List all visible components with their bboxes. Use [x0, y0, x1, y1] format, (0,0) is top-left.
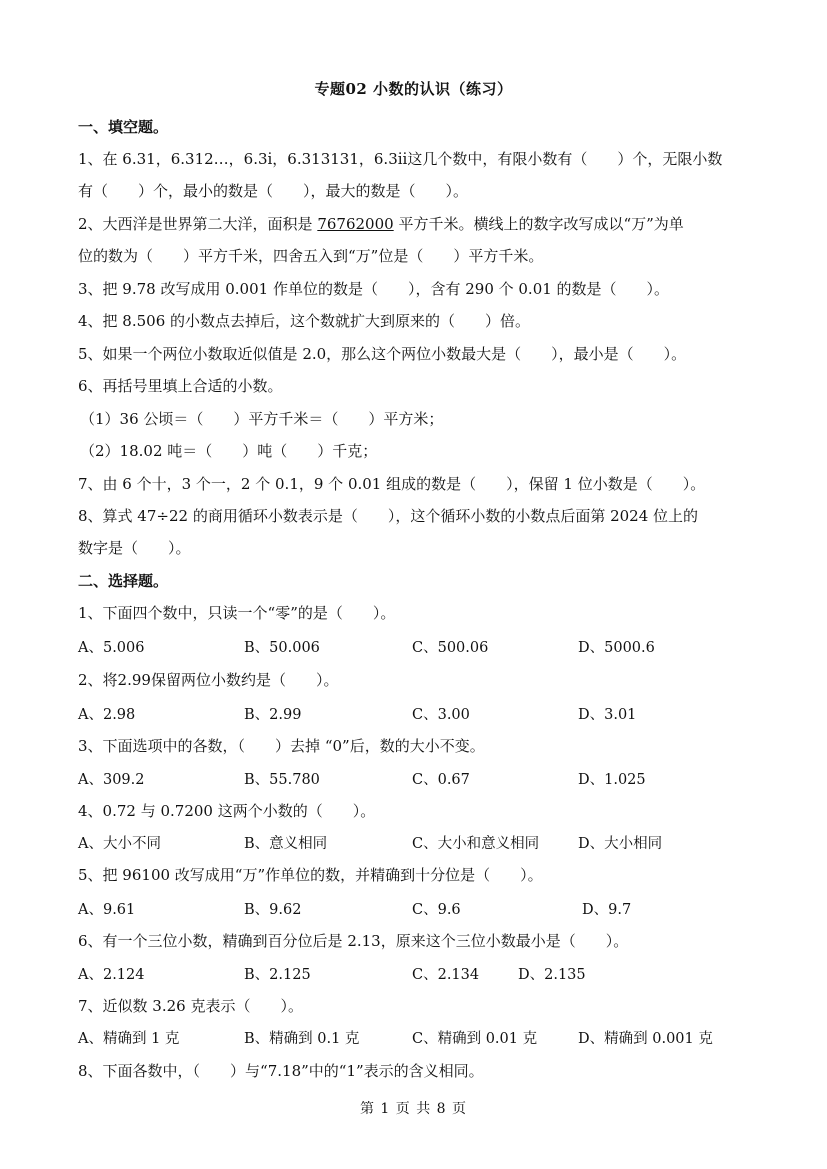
choice-q6-option-d: D、2.135: [518, 967, 586, 983]
fill-q2-line2: 位的数为（ ）平方千米，四舍五入到“万”位是（ ）平方千米。: [78, 247, 544, 265]
fill-q2-underlined-number: 76762000: [317, 215, 394, 233]
choice-q2: 2、将2.99保留两位小数约是（ ）。: [78, 671, 339, 689]
fill-q1-line1: 1、在 6.31，6.312…，6.3i̇，6.313131，6.3i̇i̇这几个数中，有限小数有（ ）个，无限小数: [78, 150, 723, 168]
choice-q6-option-c: C、2.134: [412, 967, 480, 983]
choice-q1-option-d: D、5000.6: [578, 640, 655, 656]
choice-q5-option-c: C、9.6: [412, 902, 461, 918]
choice-q5-option-a: A、9.61: [78, 902, 136, 918]
choice-q7-option-a: A、精确到 1 克: [78, 1031, 180, 1047]
fill-q4: 4、把 8.506 的小数点去掉后，这个数就扩大到原来的（ ）倍。: [78, 312, 531, 330]
choice-q3-option-c: C、0.67: [412, 772, 470, 788]
choice-q4-options: [78, 832, 758, 852]
choice-q5-option-b: B、9.62: [244, 902, 302, 918]
choice-q6-option-a: A、2.124: [78, 967, 145, 983]
section-choice-heading: 二、选择题。: [78, 572, 169, 590]
fill-q2-suffix: 平方千米。横线上的数字改写成以“万”为单: [393, 215, 684, 233]
choice-q7-option-c: C、精确到 0.01 克: [412, 1031, 538, 1047]
fill-q7: 7、由 6 个十，3 个一，2 个 0.1，9 个 0.01 组成的数是（ ），保留 1 位小数是（ ）。: [78, 475, 706, 493]
fill-q6: 6、再括号里填上合适的小数。: [78, 377, 283, 395]
fill-q8-line1: 8、算式 47÷22 的商用循环小数表示是（ ），这个循环小数的小数点后面第 2024 位上的: [78, 507, 699, 525]
choice-q4-option-c: C、大小和意义相同: [412, 836, 540, 852]
choice-q6-option-b: B、2.125: [244, 967, 311, 983]
fill-q5: 5、如果一个两位小数取近似值是 2.0，那么这个两位小数最大是（ ），最小是（ ）。: [78, 345, 687, 363]
choice-q3: 3、下面选项中的各数，（ ）去掉 “0”后，数的大小不变。: [78, 737, 485, 755]
choice-q2-option-d: D、3.01: [578, 707, 637, 723]
fill-q2-line1: [78, 213, 684, 234]
choice-q3-options: [78, 768, 758, 788]
choice-q1: 1、下面四个数中，只读一个“零”的是（ ）。: [78, 604, 396, 622]
choice-q7-option-d: D、精确到 0.001 克: [578, 1031, 713, 1047]
choice-q1-option-c: C、500.06: [412, 640, 489, 656]
choice-q4-option-a: A、大小不同: [78, 836, 161, 852]
choice-q1-option-a: A、5.006: [78, 640, 145, 656]
fill-q2-prefix: 2、大西洋是世界第二大洋，面积是: [78, 215, 318, 233]
fill-q3: 3、把 9.78 改写成用 0.001 作单位的数是（ ），含有 290 个 0.01 的数是（ ）。: [78, 280, 670, 298]
choice-q2-option-c: C、3.00: [412, 707, 470, 723]
choice-q1-options: [78, 636, 758, 656]
choice-q8: 8、下面各数中，（ ）与“7.18”中的“1”表示的含义相同。: [78, 1062, 484, 1080]
fill-q1-line2: 有（ ）个，最小的数是（ ），最大的数是（ ）。: [78, 182, 469, 200]
fill-q6-part1: （1）36 公顷＝（ ）平方千米＝（ ）平方米；: [80, 410, 444, 428]
choice-q6: 6、有一个三位小数，精确到百分位后是 2.13，原来这个三位小数最小是（ ）。: [78, 932, 629, 950]
choice-q2-options: [78, 703, 758, 723]
page-footer: 第 1 页 共 8 页: [359, 1101, 468, 1117]
choice-q5-option-d: D、9.7: [582, 902, 632, 918]
section-fill-heading: 一、填空题。: [78, 118, 169, 136]
choice-q4-option-d: D、大小相同: [578, 836, 663, 852]
choice-q3-option-d: D、1.025: [578, 772, 646, 788]
choice-q2-option-b: B、2.99: [244, 707, 302, 723]
choice-q5: 5、把 96100 改写成用“万”作单位的数，并精确到十分位是（ ）。: [78, 866, 543, 884]
choice-q5-options: [78, 898, 758, 918]
choice-q1-option-b: B、50.006: [244, 640, 320, 656]
choice-q4: 4、0.72 与 0.7200 这两个小数的（ ）。: [78, 802, 376, 820]
choice-q4-option-b: B、意义相同: [244, 836, 328, 852]
choice-q7: 7、近似数 3.26 克表示（ ）。: [78, 997, 303, 1015]
choice-q3-option-a: A、309.2: [78, 772, 145, 788]
choice-q3-option-b: B、55.780: [244, 772, 320, 788]
choice-q7-options: [78, 1027, 758, 1047]
choice-q2-option-a: A、2.98: [78, 707, 136, 723]
choice-q7-option-b: B、精确到 0.1 克: [244, 1031, 360, 1047]
choice-q6-options: [78, 963, 758, 983]
page-title: 专题02 小数的认识（练习）: [314, 80, 513, 98]
fill-q6-part2: （2）18.02 吨＝（ ）吨（ ）千克；: [80, 442, 378, 460]
fill-q8-line2: 数字是（ ）。: [78, 539, 191, 557]
